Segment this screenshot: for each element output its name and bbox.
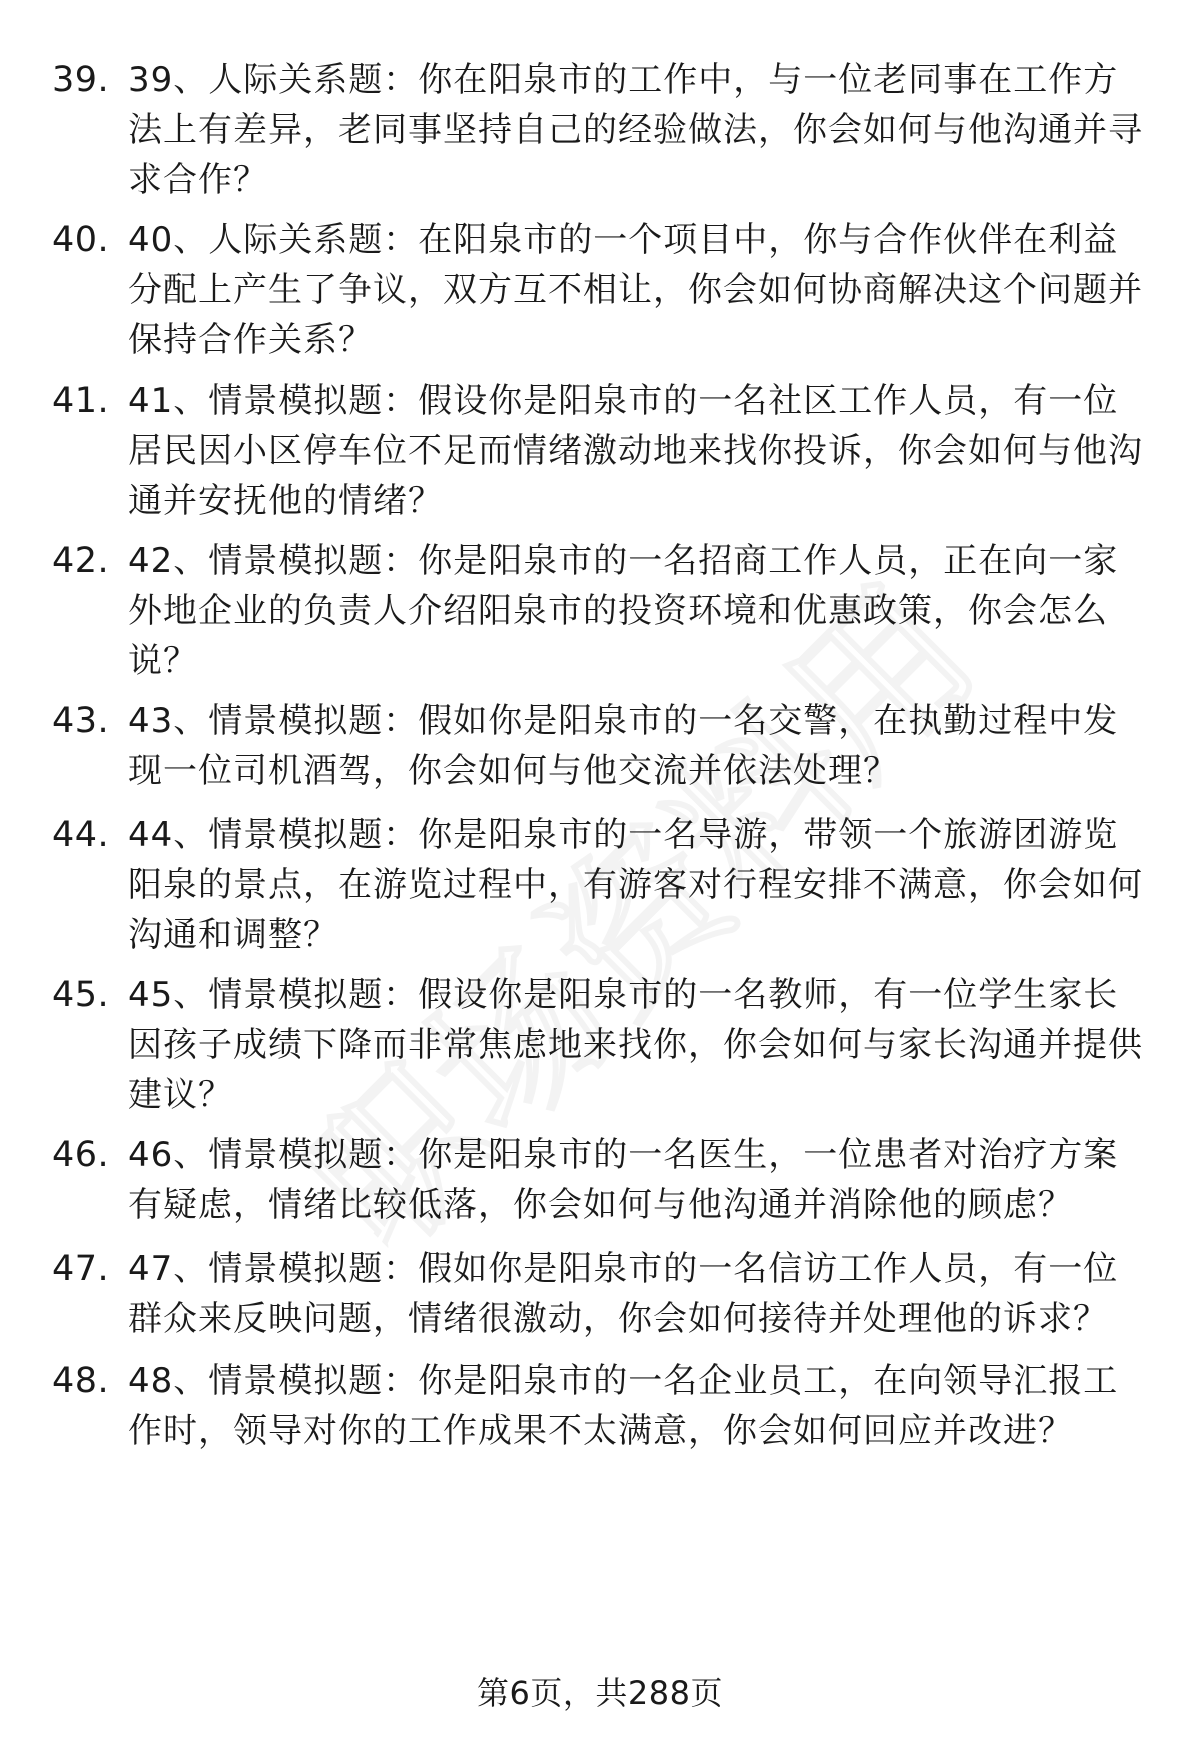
question-number: 42. [52,541,110,581]
question-number: 40. [52,220,110,260]
question-text: 45、情景模拟题：假设你是阳泉市的一名教师，有一位学生家长因孩子成绩下降而非常焦虑地来找你，你会如何与家长沟通并提供建议？ [128,975,1143,1115]
question-number: 48. [52,1361,110,1401]
question-text: 44、情景模拟题：你是阳泉市的一名导游，带领一个旅游团游览阳泉的景点，在游览过程中，有游客对行程安排不满意，你会如何沟通和调整？ [128,815,1143,955]
question-text: 39、人际关系题：你在阳泉市的工作中，与一位老同事在工作方法上有差异，老同事坚持自己的经验做法，你会如何与他沟通并寻求合作？ [128,60,1143,200]
page-number-label: 第6页，共288页 [477,1674,723,1712]
question-number: 39. [52,60,110,100]
question-number: 43. [52,701,110,741]
question-number: 41. [52,381,110,421]
question-text: 41、情景模拟题：假设你是阳泉市的一名社区工作人员，有一位居民因小区停车位不足而情绪激动地来找你投诉，你会如何与他沟通并安抚他的情绪？ [128,381,1143,521]
question-number: 47. [52,1249,110,1289]
question-text: 46、情景模拟题：你是阳泉市的一名医生，一位患者对治疗方案有疑虑，情绪比较低落，你会如何与他沟通并消除他的顾虑？ [128,1135,1119,1225]
page-footer [0,1670,1200,1716]
question-text: 47、情景模拟题：假如你是阳泉市的一名信访工作人员，有一位群众来反映问题，情绪很激动，你会如何接待并处理他的诉求？ [128,1249,1119,1339]
question-number: 44. [52,815,110,855]
question-text: 42、情景模拟题：你是阳泉市的一名招商工作人员，正在向一家外地企业的负责人介绍阳泉市的投资环境和优惠政策，你会怎么说？ [128,541,1119,681]
question-text: 48、情景模拟题：你是阳泉市的一名企业员工，在向领导汇报工作时，领导对你的工作成果不太满意，你会如何回应并改进？ [128,1361,1119,1451]
question-number: 45. [52,975,110,1015]
question-text: 43、情景模拟题：假如你是阳泉市的一名交警，在执勤过程中发现一位司机酒驾，你会如何与他交流并依法处理？ [128,701,1119,791]
question-number: 46. [52,1135,110,1175]
question-text: 40、人际关系题：在阳泉市的一个项目中，你与合作伙伴在利益分配上产生了争议，双方互不相让，你会如何协商解决这个问题并保持合作关系？ [128,220,1143,360]
